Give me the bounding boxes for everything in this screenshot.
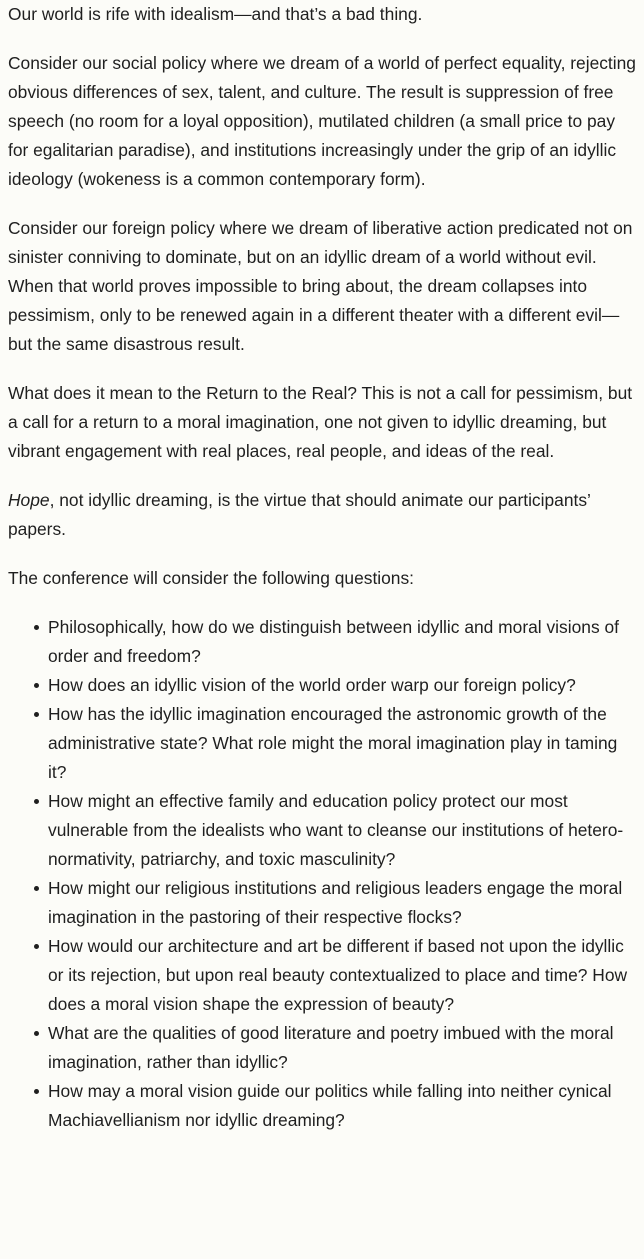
questions-intro-paragraph: The conference will consider the following questions: bbox=[8, 568, 415, 588]
hope-emphasis: Hope bbox=[8, 490, 50, 510]
list-item: How would our architecture and art be different if based not upon the idyllic or its rejection, but upon real beauty contextualized to place and time? How does a moral vision shape the expression of beauty? bbox=[48, 932, 638, 1019]
hope-paragraph-text: , not idyllic dreaming, is the virtue that should animate our participants’ papers. bbox=[8, 490, 591, 539]
list-item: How has the idyllic imagination encouraged the astronomic growth of the administrative state? What role might the moral imagination play in taming it? bbox=[48, 700, 638, 787]
foreign-policy-paragraph: Consider our foreign policy where we dream of liberative action predicated not on sinister conniving to dominate, but on an idyllic dream of a world without evil. When that world proves impossible to bring about, the dream collapses into pessimism, only to be renewed again in a different theater with a different evil—but the same disastrous result. bbox=[8, 218, 633, 354]
return-to-real-paragraph: What does it mean to the Return to the Real? This is not a call for pessimism, but a call for a return to a moral imagination, one not given to idyllic dreaming, but vibrant engagement with real places, real people, and ideas of the real. bbox=[8, 383, 633, 461]
list-item: What are the qualities of good literature and poetry imbued with the moral imagination, rather than idyllic? bbox=[48, 1019, 638, 1077]
list-item: How does an idyllic vision of the world order warp our foreign policy? bbox=[48, 671, 638, 700]
hope-paragraph bbox=[8, 486, 638, 544]
list-item: Philosophically, how do we distinguish between idyllic and moral visions of order and freedom? bbox=[48, 613, 638, 671]
list-item: How might our religious institutions and religious leaders engage the moral imagination in the pastoring of their respective flocks? bbox=[48, 874, 638, 932]
list-item: How may a moral vision guide our politics while falling into neither cynical Machiavellianism nor idyllic dreaming? bbox=[48, 1077, 638, 1135]
list-item: How might an effective family and education policy protect our most vulnerable from the idealists who want to cleanse our institutions of hetero-normativity, patriarchy, and toxic masculinity? bbox=[48, 787, 638, 874]
social-policy-paragraph: Consider our social policy where we dream of a world of perfect equality, rejecting obvious differences of sex, talent, and culture. The result is suppression of free speech (no room for a loyal opposition), mutilated children (a small price to pay for egalitarian paradise), and institutions increasingly under the grip of an idyllic ideology (wokeness is a common contemporary form). bbox=[8, 53, 636, 189]
intro-paragraph: Our world is rife with idealism—and that’s a bad thing. bbox=[8, 4, 423, 24]
questions-list bbox=[8, 613, 638, 1135]
